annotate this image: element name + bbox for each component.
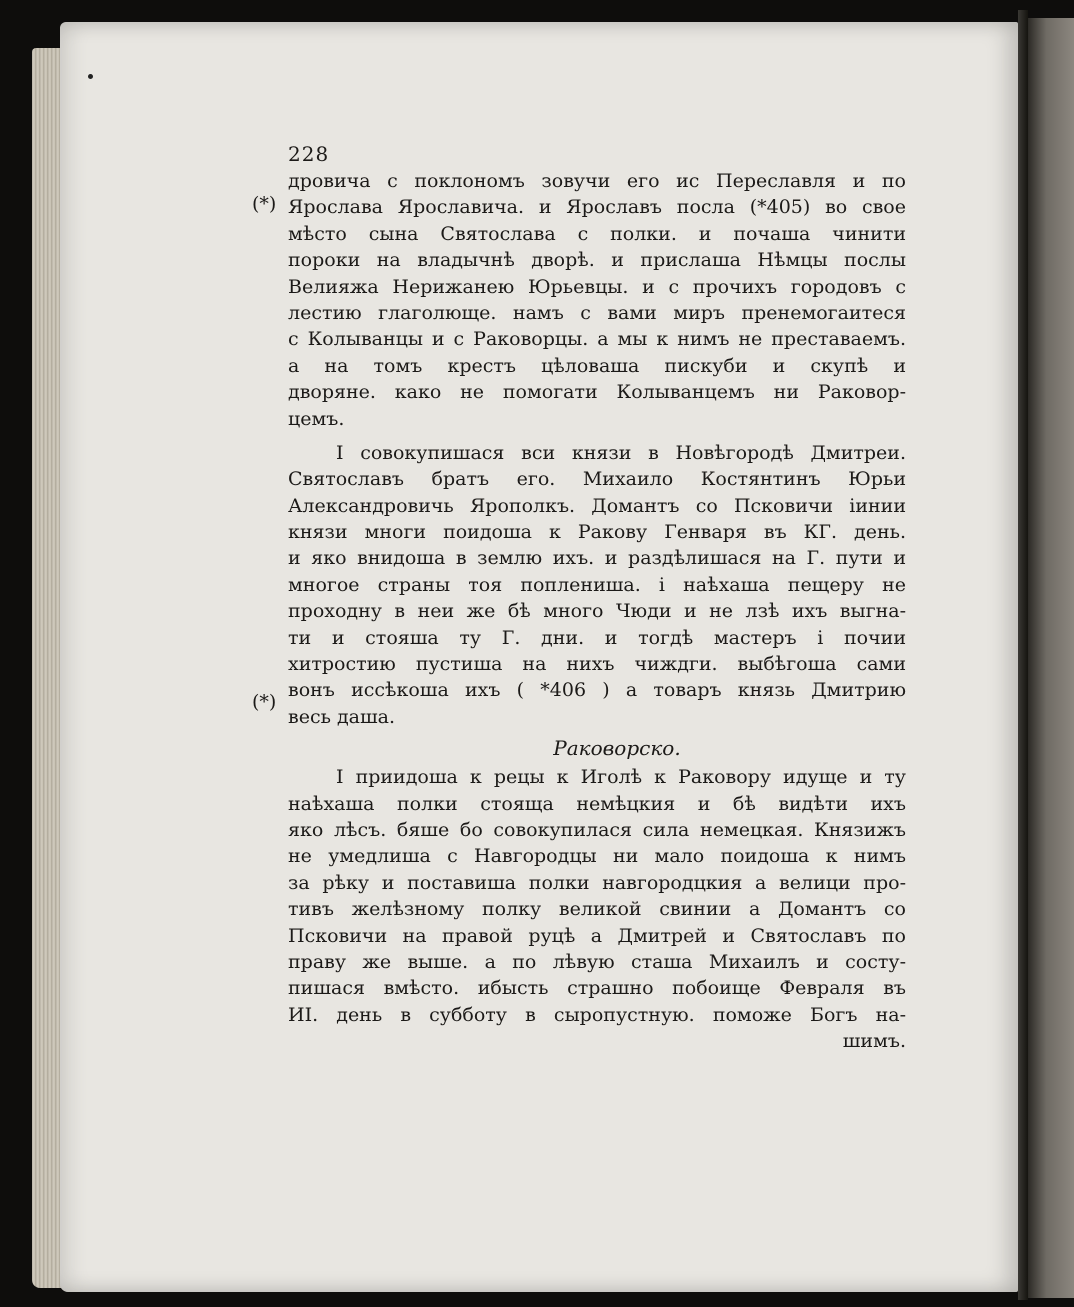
text-line: дровича с поклономъ зовучи его ис Переславля и по [288,170,906,192]
text-line: а на томъ крестъ цѣловаша пискуби и скупѣ и [288,354,906,377]
text-line: І совокупишася вси князи в Новѣгородѣ Дмитреи. [336,441,906,464]
body-text [288,140,906,1055]
text-line: Велияжа Нерижанею Юрьевцы. и с прочихъ городовъ с [288,275,906,298]
text-line: многое страны тоя поплениша. і наѣхаша пещеру не [288,573,906,596]
text-line: пороки на владычнѣ дворѣ. и прислаша Нѣмцы послы [288,249,906,272]
text-line: наѣхаша полки стояща немѣцкия и бѣ видѣти ихъ [288,792,906,815]
text-line: цемъ. [288,407,345,430]
text-line: ИІ. день в субботу в сыропустную. поможе Богъ на- [288,1003,906,1026]
text-line: с Колыванцы и с Раковорцы. а мы к нимъ не преставаемъ. [288,328,906,351]
ink-dot [88,74,93,79]
facing-page-edge [1028,18,1074,1298]
text-line: мѣсто сына Святослава с полки. и почаша чинити [288,222,906,245]
margin-note-marker: (*) [252,193,277,215]
paragraph-3 [288,764,906,1054]
text-line: яко лѣсъ. бяше бо совокупилася сила немецкая. Князижъ [288,818,906,841]
text-line: и яко внидоша в землю ихъ. и раздѣлишася на Г. пути и [288,547,906,570]
section-heading: Раковорско. [553,736,681,761]
text-line: Святославъ братъ его. Михаило Костянтинъ Юрьи [288,468,906,491]
text-line: князи многи поидоша к Ракову Генваря въ КГ. день. [288,521,906,544]
margin-note-marker: (*) [252,691,277,713]
text-line: І приидоша к рецы к Иголѣ к Раковору идуще и ту [336,766,906,789]
text-line: дворяне. како не помогати Колыванцемъ ни Раковор- [288,381,906,404]
text-line: не умедлиша с Навгородцы ни мало поидоша к нимъ [288,845,906,868]
page-number: 228 [288,142,330,166]
text-line: Ярослава Ярославича. и Ярославъ посла (*405) во свое [288,196,906,219]
text-line: тивъ желѣзному полку великой свинии а Домантъ со [288,898,906,921]
text-line: за рѣку и поставиша полки навгородцкия а велици про- [288,871,906,894]
text-line: Псковичи на правой руцѣ а Дмитрей и Святославъ по [288,924,906,947]
text-line: праву же выше. а по лѣвую сташа Михаилъ и состу- [288,950,906,973]
text-line: весь даша. [288,705,396,728]
paragraph-1 [288,168,906,432]
paragraph-2 [288,440,906,730]
text-line: Александровичь Ярополкъ. Домантъ со Псковичи іинии [288,494,906,517]
text-line: вонъ иссѣкоша ихъ ( *406 ) а товаръ князь Дмитрию [288,679,906,702]
text-line: ти и стояша ту Г. дни. и тогдѣ мастеръ і почии [288,626,906,649]
book-gutter [1018,10,1028,1300]
text-line: пишася вмѣсто. ибысть страшно побоище Февраля въ [288,977,906,1000]
text-line: хитростию пустиша на нихъ чиждги. выбѣгоша сами [288,653,906,676]
text-line: проходну в неи же бѣ много Чюди и не лзѣ ихъ выгна- [288,600,906,623]
text-line: шимъ. [842,1030,906,1053]
text-line: лестию глаголюще. намъ с вами миръ пренемогаитеся [288,301,906,324]
